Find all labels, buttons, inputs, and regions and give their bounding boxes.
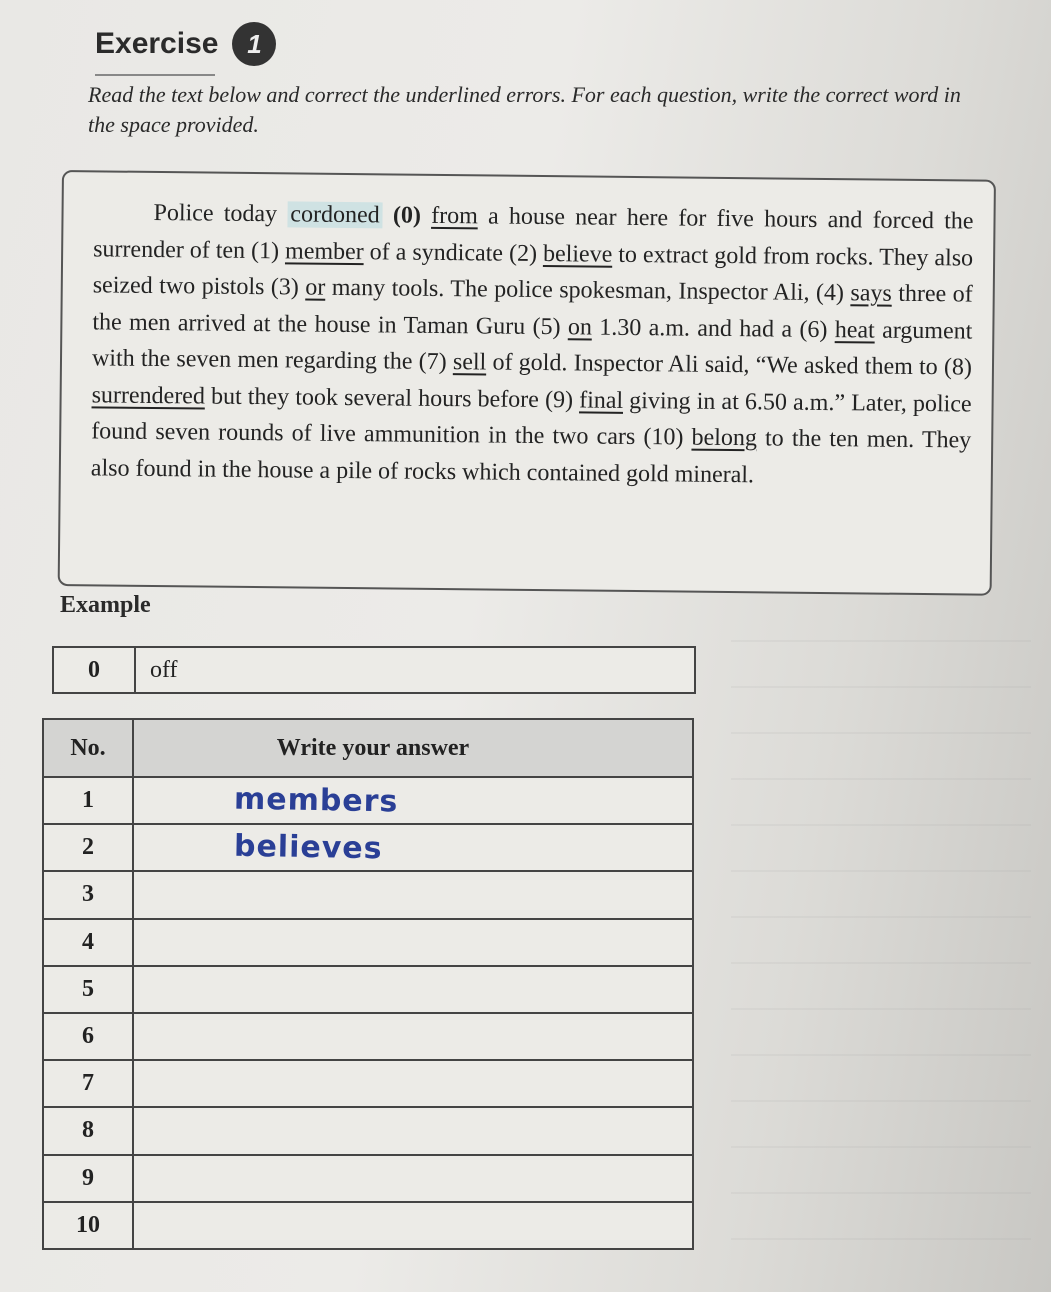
exercise-label: Exercise xyxy=(95,27,219,60)
row-number: 9 xyxy=(44,1156,134,1201)
error-8: surrendered xyxy=(91,381,206,410)
heading-divider xyxy=(95,74,215,76)
answer-field[interactable] xyxy=(134,1014,692,1059)
example-number: 0 xyxy=(54,648,136,692)
error-1: member xyxy=(284,237,364,265)
handwritten-answer: members xyxy=(233,781,399,820)
table-row xyxy=(44,778,692,825)
passage-text: Police today cordoned (0) from a house near here for five hours and forced the surrender of ten (1) member of a syndicate (2) believe to extract gold from rocks. They also seized two pistols (3) or many tools. The police spokesman, Inspector Ali, (4) says three of the men arrived at the house in Taman Guru (5) on 1.30 a.m. and had a (6) heat argument with the seven men regarding the (7) sell of gold. Inspector Ali said, “We asked them to (8) surrendered but they took several hours before (9) final giving in at 6.50 a.m.” Later, police found seven rounds of live ammunition in the two cars (10) belong to the ten men. They also found in the house a pile of rocks which contained gold mineral. xyxy=(90,199,974,488)
answer-table xyxy=(42,718,694,1250)
answer-field[interactable] xyxy=(134,778,692,823)
table-row xyxy=(44,872,692,919)
table-row xyxy=(44,1203,692,1248)
error-3: or xyxy=(305,274,326,301)
table-row xyxy=(44,920,692,967)
table-row xyxy=(44,1014,692,1061)
instructions: Read the text below and correct the underlined errors. For each question, write the correct word in the space provided. xyxy=(88,82,961,137)
error-9: final xyxy=(579,386,624,414)
answer-field[interactable] xyxy=(134,1156,692,1201)
row-number: 7 xyxy=(44,1061,134,1106)
example-answer: off xyxy=(150,656,178,683)
exercise-heading xyxy=(95,22,276,66)
table-row xyxy=(44,1061,692,1108)
row-number: 10 xyxy=(44,1203,134,1248)
answer-table-header xyxy=(44,720,692,778)
header-no: No. xyxy=(44,720,134,776)
table-row xyxy=(44,967,692,1014)
passage-box xyxy=(58,170,996,596)
answer-field[interactable] xyxy=(134,825,692,870)
handwritten-answer: believes xyxy=(233,828,383,867)
error-10: belong xyxy=(691,424,758,452)
exercise-number-badge: 1 xyxy=(232,22,276,66)
example-label: Example xyxy=(60,592,151,618)
highlighted-word: cordoned xyxy=(287,201,383,228)
error-5: on xyxy=(567,313,593,341)
row-number: 1 xyxy=(44,778,134,823)
row-number: 8 xyxy=(44,1108,134,1153)
answer-field[interactable] xyxy=(134,920,692,965)
error-0: from xyxy=(431,202,478,230)
error-2: believe xyxy=(542,240,613,268)
header-answer: Write your answer xyxy=(276,734,470,761)
answer-field[interactable] xyxy=(134,872,692,917)
answer-field[interactable] xyxy=(134,967,692,1012)
table-row xyxy=(44,1108,692,1155)
row-number: 4 xyxy=(44,920,134,965)
answer-field[interactable] xyxy=(134,1203,692,1248)
error-7: sell xyxy=(452,349,487,376)
error-6: heat xyxy=(834,316,875,344)
bleed-through-text xyxy=(731,640,1031,1260)
row-number: 5 xyxy=(44,967,134,1012)
error-4: says xyxy=(850,280,892,307)
row-number: 6 xyxy=(44,1014,134,1059)
answer-field[interactable] xyxy=(134,1061,692,1106)
answer-field[interactable] xyxy=(134,1108,692,1153)
table-row xyxy=(44,1156,692,1203)
row-number: 2 xyxy=(44,825,134,870)
table-row xyxy=(44,825,692,872)
example-table xyxy=(52,646,696,694)
row-number: 3 xyxy=(44,872,134,917)
